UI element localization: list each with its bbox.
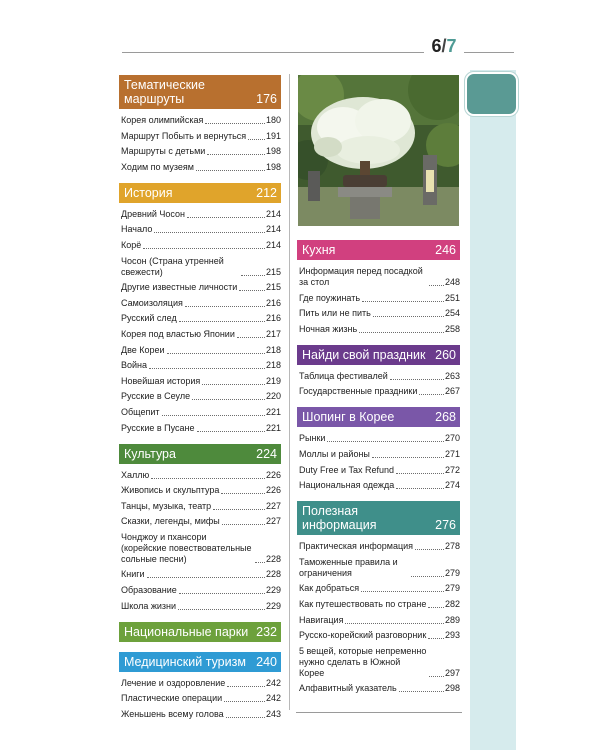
toc-entry[interactable]: Русский след 216 [121, 313, 281, 324]
toc-section-parks [119, 622, 281, 642]
toc-entry[interactable]: Как путешествовать по стране 282 [299, 598, 460, 609]
toc-entry[interactable]: Танцы, музыка, театр 227 [121, 500, 281, 511]
toc-entry[interactable]: Русско-корейский разговорник 293 [299, 630, 460, 641]
toc-section-medical [119, 652, 281, 720]
section-banner[interactable]: Найди свой праздник 260 [297, 345, 460, 365]
toc-right-column [297, 240, 460, 704]
toc-entry[interactable]: Живопись и скульптура 226 [121, 485, 281, 496]
toc-section-kitchen [297, 240, 460, 335]
toc-entry[interactable]: Ходим по музеям 198 [121, 161, 281, 172]
column-divider [289, 74, 290, 710]
toc-entry[interactable]: Чосон (Страна утренней свежести) 215 [121, 255, 281, 277]
toc-entry[interactable]: Таможенные правила и ограничения 279 [299, 556, 460, 578]
toc-section-shopping [297, 407, 460, 491]
toc-entry[interactable]: Национальная одежда 274 [299, 480, 460, 491]
toc-entry[interactable]: Общепит 221 [121, 406, 281, 417]
toc-entry[interactable]: Две Кореи 218 [121, 344, 281, 355]
toc-entry[interactable]: Где поужинать 251 [299, 292, 460, 303]
toc-entry[interactable]: Книги 228 [121, 569, 281, 580]
toc-section-useful [297, 501, 460, 694]
toc-entry[interactable]: Ночная жизнь 258 [299, 323, 460, 334]
toc-entry[interactable]: Корея под властью Японии 217 [121, 328, 281, 339]
toc-entry[interactable]: Duty Free и Tax Refund 272 [299, 464, 460, 475]
toc-entry[interactable]: Образование 229 [121, 585, 281, 596]
page-number: 6/7 [424, 36, 464, 56]
bonsai-photo [298, 75, 459, 226]
bottom-rule [296, 712, 462, 713]
toc-entry[interactable]: Маршрут Побыть и вернуться 191 [121, 130, 281, 141]
toc-entry[interactable]: Корея олимпийская 180 [121, 115, 281, 125]
toc-left-column [119, 75, 281, 730]
toc-entry[interactable]: Алфавитный указатель 298 [299, 683, 460, 694]
toc-entry[interactable]: Рынки 270 [299, 433, 460, 444]
toc-entry[interactable]: Пластические операции 242 [121, 693, 281, 704]
toc-entry[interactable]: Информация перед посадкой за стол 248 [299, 266, 460, 287]
toc-entry[interactable]: Начало 214 [121, 224, 281, 235]
toc-entry[interactable]: Халлю 226 [121, 469, 281, 480]
toc-section-history [119, 183, 281, 434]
section-banner[interactable]: Тематические маршруты 176 [119, 75, 281, 109]
toc-entry[interactable]: Другие известные личности 215 [121, 282, 281, 293]
toc-section-routes [119, 75, 281, 173]
toc-entry[interactable]: Русские в Сеуле 220 [121, 391, 281, 402]
toc-entry[interactable]: Древний Чосон 214 [121, 208, 281, 219]
toc-entry[interactable]: 5 вещей, которые непременно нужно сделать в Южной Корее 297 [299, 645, 460, 678]
toc-entry[interactable]: Лечение и оздоровление 242 [121, 677, 281, 688]
toc-entry[interactable]: Женьшень всему голова 243 [121, 708, 281, 719]
section-banner[interactable]: Полезная информация 276 [297, 501, 460, 535]
section-banner[interactable]: История 212 [119, 183, 281, 203]
toc-entry[interactable]: Моллы и районы 271 [299, 448, 460, 459]
section-banner[interactable]: Медицинский туризм 240 [119, 652, 281, 672]
toc-entry[interactable]: Сказки, легенды, мифы 227 [121, 516, 281, 527]
toc-entry[interactable]: Новейшая история 219 [121, 375, 281, 386]
section-banner[interactable]: Шопинг в Корее 268 [297, 407, 460, 427]
toc-section-culture [119, 444, 281, 612]
toc-entry[interactable]: Чонджоу и пхансори (корейские повествовательные сольные песни) 228 [121, 531, 281, 564]
side-band [470, 70, 516, 750]
section-banner[interactable]: Кухня 246 [297, 240, 460, 260]
toc-entry[interactable]: Война 218 [121, 360, 281, 371]
toc-entry[interactable]: Пить или не пить 254 [299, 308, 460, 319]
toc-entry[interactable]: Корё 214 [121, 239, 281, 250]
chapter-tab[interactable] [465, 72, 518, 116]
toc-entry[interactable]: Навигация 289 [299, 614, 460, 625]
toc-entry[interactable]: Как добраться 279 [299, 583, 460, 594]
toc-entry[interactable]: Русские в Пусане 221 [121, 422, 281, 433]
section-banner[interactable]: Национальные парки 232 [119, 622, 281, 642]
toc-entry[interactable]: Государственные праздники 267 [299, 386, 460, 397]
toc-entry[interactable]: Практическая информация 278 [299, 541, 460, 552]
toc-section-holiday [297, 345, 460, 398]
toc-entry[interactable]: Школа жизни 229 [121, 600, 281, 611]
toc-entry[interactable]: Таблица фестивалей 263 [299, 370, 460, 381]
toc-entry[interactable]: Самоизоляция 216 [121, 297, 281, 308]
toc-entry[interactable]: Маршруты с детьми 198 [121, 146, 281, 157]
section-banner[interactable]: Культура 224 [119, 444, 281, 464]
